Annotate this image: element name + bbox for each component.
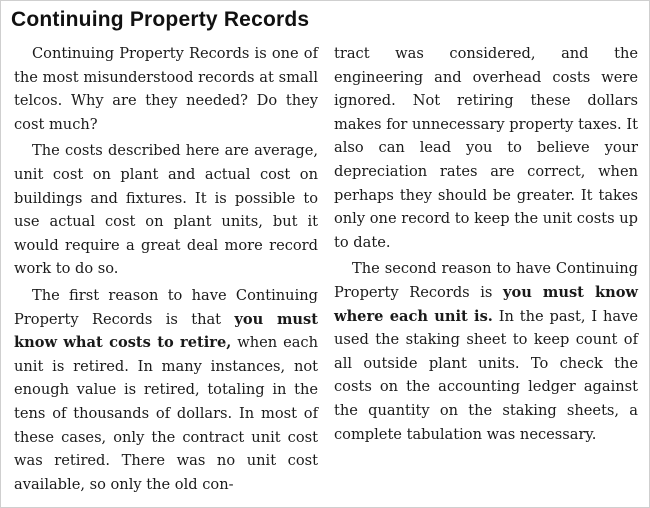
first-reason-body: when each unit is retired. In many instances, not enough value is retired, totaling in the tens of thousands of dollars. In most of these cases, only the contract unit cost was retired. There was no unit cost available, so only the old con- — [14, 334, 318, 493]
article-title: Continuing Property Records — [11, 8, 310, 31]
right-column — [334, 42, 638, 446]
first-reason-lead: The first reason to have Continuing Property Records is that — [14, 286, 318, 328]
paragraph-intro: Continuing Property Records is one of the most misunderstood records at small telcos. Why are they needed? Do they cost much? — [14, 45, 318, 133]
paragraph-continued: tract was considered, and the engineering and overhead costs were ignored. Not retiring these dollars makes for unnecessary property taxes. It also can lead you to believe your depreciation rates are correct, when perhaps they should be greater. It takes only one record to keep the unit costs up to date. — [334, 45, 638, 251]
second-reason-body: In the past, I have used the staking sheet to keep count of all outside plant units. To check the costs on the accounting ledger against the quantity on the staking sheets, a complete tabulation was necessary. — [334, 307, 639, 443]
paragraph-first-reason — [14, 284, 318, 496]
paragraph-costs: The costs described here are average, unit cost on plant and actual cost on buildings and fixtures. It is possible to use actual cost on plant units, but it would require a great deal more record work to do so. — [14, 142, 318, 278]
left-column — [14, 42, 318, 496]
second-reason-emphasis: you must know where each unit is. — [334, 283, 638, 325]
second-reason-lead: The second reason to have Continuing Property Records is — [334, 260, 638, 301]
first-reason-emphasis: you must know what costs to retire, — [14, 310, 318, 352]
paragraph-second-reason — [334, 257, 638, 446]
